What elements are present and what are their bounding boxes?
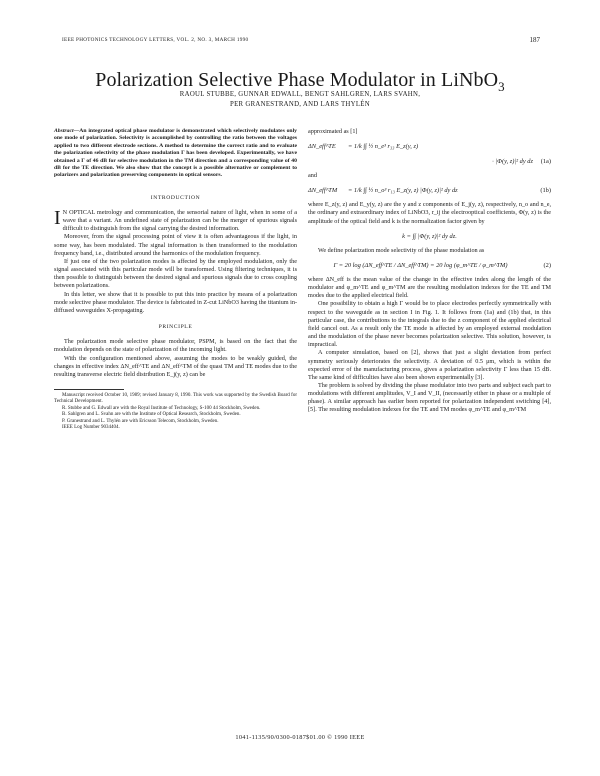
eq1-body: = 1/k ∫∫ ½ n_e³ r₃₃ E_z(y, z) xyxy=(348,143,419,151)
footnote-affiliation-3: P. Granestrand and L. Thylén are with Ericsson Telecom, Stockholm, Sweden. xyxy=(62,418,219,424)
footnote-affiliation-2: B. Sahlgren and L. Svahn are with the Institute of Optical Research, Stockholm, Sweden. xyxy=(62,412,241,418)
equation-1b xyxy=(308,186,551,195)
author-line-1: RAOUL STUBBE, GUNNAR EDWALL, BENGT SAHLGREN, LARS SVAHN, xyxy=(179,91,421,98)
footnote-divider xyxy=(54,389,124,390)
and-word: and xyxy=(308,172,317,180)
where-paragraph: where E_z(y, z) and E_y(y, z) are the y and z components of E_j(y, z), respectively, n_o and n_e, the ordinary and extraordinary index of LiNbO3, r_ij the electrooptical coefficients, Φ(y, z) is the amplitude of the optical field and k is the normalization factor given by xyxy=(308,201,551,225)
intro-paragraph-4: In this letter, we show that it is possible to put this into practice by means of a polarization mode selective phase modulator. The device is fabricated in Z-cut LiNbO3 having the titanium in-diffused waveguides X-propagating. xyxy=(54,290,298,314)
footnote-affiliation-1: R. Stubbe and G. Edwall are with the Royal Institute of Technology, S-100 44 Stockholm, Sweden. xyxy=(62,405,261,411)
eq3-body: k = ∫∫ |Φ(y, z)|² dy dz. xyxy=(402,232,457,240)
dropcap-letter: I xyxy=(54,207,61,229)
eq1-continuation: · |Φ(y, z)|² dy dz xyxy=(492,158,533,166)
equation-1a xyxy=(308,142,551,151)
title-text: Polarization Selective Phase Modulator in LiNbO xyxy=(95,69,499,92)
approx-line: approximated as [1] xyxy=(308,128,358,135)
eq4-body: Γ = 20 log (ΔN_eff^TE / ΔN_eff^TM) = 20 log (φ_m^TE / φ_m^TM) xyxy=(333,261,508,269)
eq4-number: (2) xyxy=(543,261,551,269)
right-column xyxy=(308,128,551,415)
abstract-lead: Abstract— xyxy=(54,128,80,134)
define-paragraph: We define polarization mode selectivity of the phase modulation as xyxy=(318,246,485,254)
footnote-manuscript: Manuscript received October 10, 1989; revised January 8, 1990. This work was supported by the Swedish Board for Technical Development. xyxy=(54,392,297,405)
abstract-text: An integrated optical phase modulator is demonstrated which selectively modulates only one mode of polarization. Selectivity is accomplished by controlling the ratio between the voltages applied to two different electrode sections. A method to determine the correct ratio and to evaluate the polarization selectivity of the phase modulation Γ has been developed. Experimentally, we have obtained a Γ of 46 dB for selective modulation in the TM direction and a corresponding value of 40 dB for the TE direction. We also show that the concept is a possible alternative or complement to polarizers and polarization preserving components in optical sensors. xyxy=(54,128,297,179)
problem-paragraph: The problem is solved by dividing the phase modulator into two parts and subject each part to modulations with different amplitudes, V_I and V_II, (necessarily either in phase or a multiple of phase). A similar approach has earlier been reported for polarization independent switching [4], [5]. The resulting modulation indexes for the TE and TM modes φ_m^TE and φ_m^TM xyxy=(308,381,551,414)
intro-p1-text: N OPTICAL metrology and communication, the sensorial nature of light, when in some of a wave that a variant. An undefined state of polarization can be the merger of spurious signals difficult to distinguish from the signal carrying the desired information. xyxy=(62,209,297,233)
abstract xyxy=(54,128,297,180)
principle-heading: PRINCIPLE xyxy=(158,324,193,331)
mean-paragraph: where ΔN_eff is the mean value of the change in the effective index along the length of the modulator and φ_m^TE and φ_m^TM are the resulting modulation indexes for the TE and TM modes due to the applied electrical field. xyxy=(308,275,551,300)
author-line-2: PER GRANESTRAND, AND LARS THYLÉN xyxy=(230,101,370,108)
equation-normalization xyxy=(308,232,551,241)
introduction-heading: INTRODUCTION xyxy=(150,194,201,201)
possibility-paragraph: One possibility to obtain a high Γ would be to place electrodes perfectly symmetrically with respect to the waveguide as in section I in Fig. 1. It follows from (1a) and (1b) that, in this particular case, the contributions to the integrals due to the z component of the applied electrical field cancel out. As a result only the TE mode is affected by an employed external modulation and the modulation of the phase never becomes polarization selective. This solution, however, is impractical. xyxy=(308,300,551,349)
eq2-body: = 1/k ∫∫ ½ n_o³ r₁₃ E_z(y, z) |Φ(y, z)|² dy dz xyxy=(348,187,458,195)
running-head: IEEE PHOTONICS TECHNOLOGY LETTERS, VOL. 2, NO. 3, MARCH 1990 xyxy=(62,37,249,43)
equation-2 xyxy=(308,261,551,270)
intro-paragraph-3: If just one of the two polarization modes is affected by the employed modulation, only the signal associated with this particular mode will be transformed. Using filtering techniques, it is then possible to distinguish between the desired signal and spurious signals due to cross coupling between polarizations. xyxy=(54,257,297,290)
left-column xyxy=(54,128,297,431)
simulation-paragraph: A computer simulation, based on [2], shows that just a slight deviation from perfect symmetry seriously deteriorates the selectivity. A deviation of 0.5 μm, which is within the expected error of the manufacturing process, gives a polarization selectivity Γ less than 15 dB. The same kind of difficulties have also been shown experimentally [3]. xyxy=(308,349,551,381)
eq1-lhs: ΔN_eff^TE xyxy=(308,143,336,151)
title-subscript: 3 xyxy=(498,79,505,95)
intro-paragraph-1 xyxy=(54,209,297,233)
eq1-number: (1a) xyxy=(540,158,551,166)
author-list xyxy=(0,90,600,110)
equation-1a-continued xyxy=(308,157,551,166)
page-number: 187 xyxy=(529,36,540,44)
intro-paragraph-2: Moreover, from the signal processing point of view it is often advantageous if the light, in some way, has been modulated. The signal information is then transformed to the modulation frequency band, i.e., distributed around the harmonics of the modulation frequency. xyxy=(54,233,297,257)
principle-paragraph-1: The polarization mode selective phase modulator, PSPM, is based on the fact that the modulation depends on the state of polarization of the incoming light. xyxy=(54,338,297,354)
eq2-lhs: ΔN_eff^TM xyxy=(308,187,338,195)
principle-paragraph-2: With the configuration mentioned above, assuming the modes to be weakly guided, the changes in effective index ΔN_eff^TE and ΔN_eff^TM of the quasi TM and TE modes due to the resulting transverse electric field distribution E_j(y, z) can be xyxy=(54,354,297,378)
copyright-line: 1041-1135/90/0300-0187$01.00 © 1990 IEEE xyxy=(235,734,365,741)
eq2-number: (1b) xyxy=(540,187,551,195)
footnote-log-number: IEEE Log Number 9034404. xyxy=(62,425,120,430)
